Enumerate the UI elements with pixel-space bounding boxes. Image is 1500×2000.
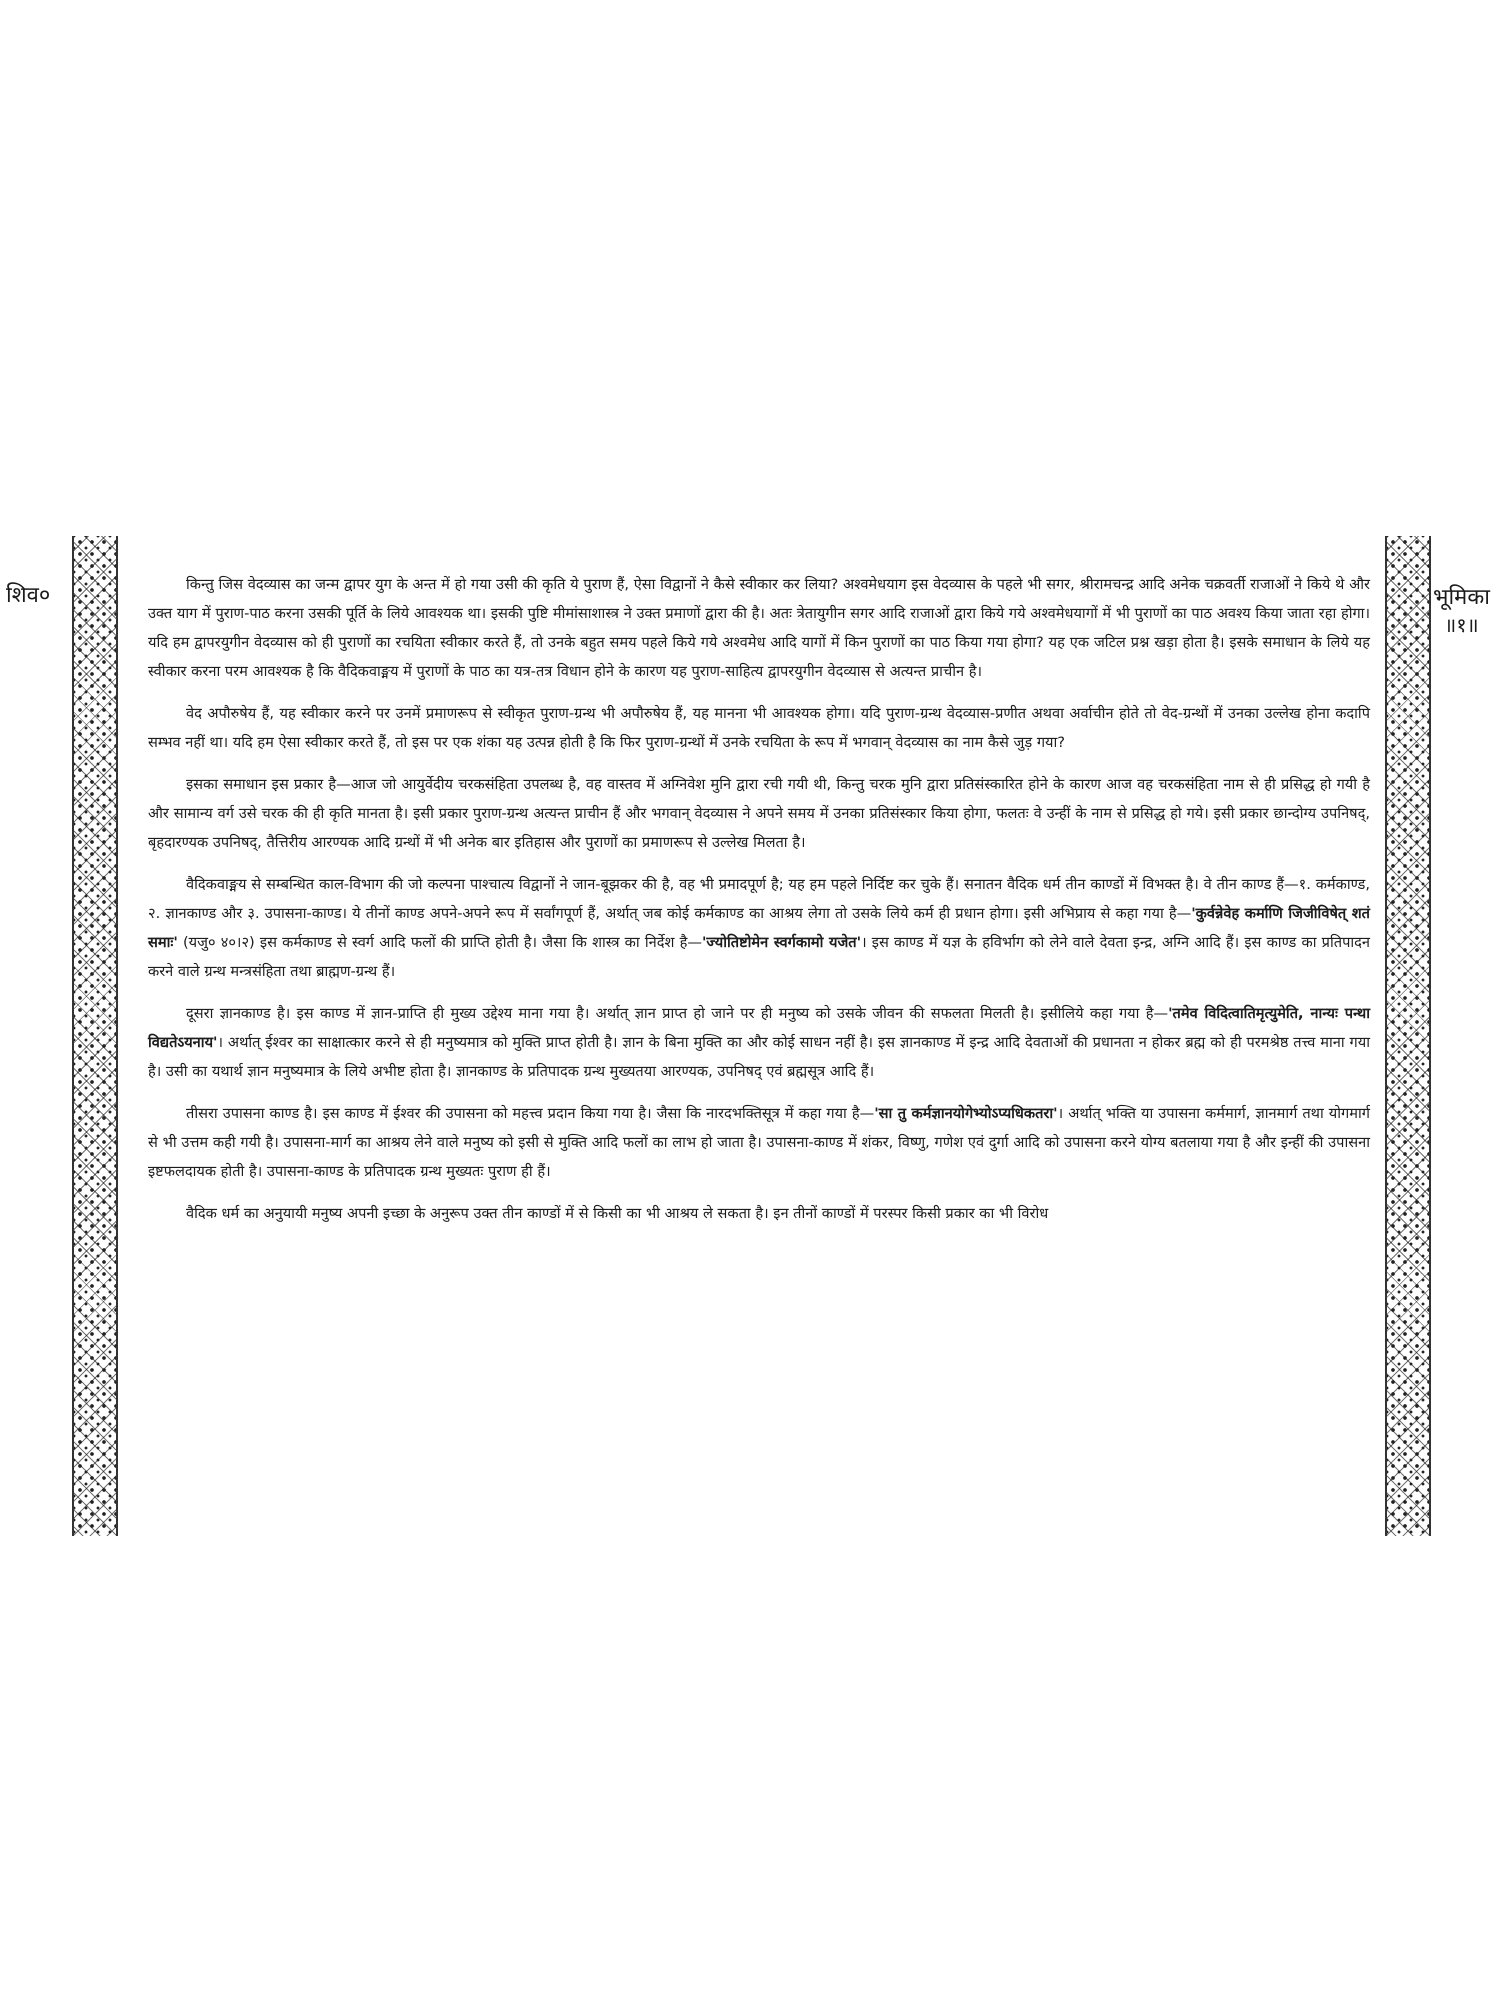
text-segment: इसका समाधान इस प्रकार है—आज जो आयुर्वेदीय चरकसंहिता उपलब्ध है, वह वास्तव में अग्निवेश मुनि द्वारा रची गयी थी, किन्तु चरक मुनि द्वारा प्रतिसंस्कारित होने के कारण आज वह चरकसंहिता नाम से ही प्रसिद्ध हो गयी है और सामान्य वर्ग उसे चरक की ही कृति मानता है। इसी प्रकार पुराण-ग्रन्थ अत्यन्त प्राचीन हैं और भगवान् वेदव्यास ने अपने समय में उनका प्रतिसंस्कार किया होगा, फलतः वे उन्हीं के नाम से प्रसिद्ध हो गये। इसी प्रकार छान्दोग्य उपनिषद्, बृहदारण्यक उपनिषद्, तैत्तिरीय आरण्यक आदि ग्रन्थों में भी अनेक बार इतिहास और पुराणों का प्रमाणरूप से उल्लेख मिलता है। <box>148 776 1370 851</box>
quoted-verse: 'तमेव विदित्वातिमृत्युमेति, नान्यः पन्था विद्यतेऽयनाय' <box>148 1005 1371 1051</box>
quoted-verse: 'ज्योतिष्टोमेन स्वर्गकामो यजेत' <box>701 934 862 951</box>
text-segment: (यजु० ४०।२) इस कर्मकाण्ड से स्वर्ग आदि फलों की प्राप्ति होती है। जैसा कि शास्त्र का निर्देश है— <box>177 934 702 951</box>
text-segment: वैदिक धर्म का अनुयायी मनुष्य अपनी इच्छा के अनुरूप उक्त तीन काण्डों में से किसी का भी आश्रय ले सकता है। इन तीनों काण्डों में परस्पर किसी प्रकार का भी विरोध <box>186 1205 1049 1222</box>
left-decorative-border <box>72 536 118 1536</box>
running-head-left <box>6 583 50 609</box>
right-decorative-border <box>1385 536 1431 1536</box>
text-segment: । अर्थात् ईश्वर का साक्षात्कार करने से ही मनुष्यमात्र को मुक्ति प्राप्त होती है। ज्ञान के बिना मुक्ति का और कोई साधन नहीं है। इस ज्ञानकाण्ड में इन्द्र आदि देवताओं की प्रधानता न होकर ब्रह्म को ही परमश्रेष्ठ तत्त्व माना गया है। उसी का यथार्थ ज्ञान मनुष्यमात्र के लिये अभीष्ट होता है। ज्ञानकाण्ड के प्रतिपादक ग्रन्थ मुख्यतया आरण्यक, उपनिषद् एवं ब्रह्मसूत्र आदि हैं। <box>148 1034 1370 1080</box>
paragraph <box>148 999 1370 1086</box>
page-number: ॥१॥ <box>1444 613 1479 638</box>
section-title: भूमिका <box>1433 585 1490 610</box>
paragraph <box>148 1099 1370 1186</box>
quoted-verse: 'सा तु कर्मज्ञानयोगेभ्योऽप्यधिकतरा' <box>874 1105 1058 1122</box>
body-text <box>148 570 1370 1241</box>
paragraph <box>148 870 1370 986</box>
text-segment: वैदिकवाङ्मय से सम्बन्धित काल-विभाग की जो कल्पना पाश्चात्य विद्वानों ने जान-बूझकर की है, वह भी प्रमादपूर्ण है; यह हम पहले निर्दिष्ट कर चुके हैं। सनातन वैदिक धर्म तीन काण्डों में विभक्त है। वे तीन काण्ड हैं—१. कर्मकाण्ड, २. ज्ञानकाण्ड और ३. उपासना-काण्ड। ये तीनों काण्ड अपने-अपने रूप में सर्वांगपूर्ण हैं, अर्थात् जब कोई कर्मकाण्ड का आश्रय लेगा तो उसके लिये कर्म ही प्रधान होगा। इसी अभिप्राय से कहा गया है— <box>148 876 1370 922</box>
book-short-title: शिव० <box>6 583 51 608</box>
running-head-right <box>1433 585 1490 637</box>
text-segment: वेद अपौरुषेय हैं, यह स्वीकार करने पर उनमें प्रमाणरूप से स्वीकृत पुराण-ग्रन्थ भी अपौरुषेय हैं, यह मानना भी आवश्यक होगा। यदि पुराण-ग्रन्थ वेदव्यास-प्रणीत अथवा अर्वाचीन होते तो वेद-ग्रन्थों में उनका उल्लेख होना कदापि सम्भव नहीं था। यदि हम ऐसा स्वीकार करते हैं, तो इस पर एक शंका यह उत्पन्न होती है कि फिर पुराण-ग्रन्थों में उनके रचयिता के रूप में भगवान् वेदव्यास का नाम कैसे जुड़ गया? <box>148 705 1370 751</box>
paragraph <box>148 770 1370 857</box>
text-segment: दूसरा ज्ञानकाण्ड है। इस काण्ड में ज्ञान-प्राप्ति ही मुख्य उद्देश्य माना गया है। अर्थात् ज्ञान प्राप्त हो जाने पर ही मनुष्य को उसके जीवन की सफलता मिलती है। इसीलिये कहा गया है— <box>186 1005 1169 1022</box>
paragraph <box>148 1199 1370 1228</box>
text-segment: तीसरा उपासना काण्ड है। इस काण्ड में ईश्वर की उपासना को महत्त्व प्रदान किया गया है। जैसा कि नारदभक्तिसूत्र में कहा गया है— <box>186 1105 875 1122</box>
paragraph <box>148 570 1370 686</box>
quoted-verse: 'कुर्वन्नेवेह कर्माणि जिजीविषेत् शतं समाः' <box>148 905 1370 951</box>
paragraph <box>148 699 1370 757</box>
text-segment: । इस काण्ड में यज्ञ के हविर्भाग को लेने वाले देवता इन्द्र, अग्नि आदि हैं। इस काण्ड का प्रतिपादन करने वाले ग्रन्थ मन्त्रसंहिता तथा ब्राह्मण-ग्रन्थ हैं। <box>148 934 1371 980</box>
text-segment: । अर्थात् भक्ति या उपासना कर्ममार्ग, ज्ञानमार्ग तथा योगमार्ग से भी उत्तम कही गयी है। उपासना-मार्ग का आश्रय लेने वाले मनुष्य को इसी से मुक्ति आदि फलों का लाभ हो जाता है। उपासना-काण्ड में शंकर, विष्णु, गणेश एवं दुर्गा आदि को उपासना करने योग्य बतलाया गया है और इन्हीं की उपासना इष्टफलदायक होती है। उपासना-काण्ड के प्रतिपादक ग्रन्थ मुख्यतः पुराण ही हैं। <box>148 1105 1370 1180</box>
text-segment: किन्तु जिस वेदव्यास का जन्म द्वापर युग के अन्त में हो गया उसी की कृति ये पुराण हैं, ऐसा विद्वानों ने कैसे स्वीकार कर लिया? अश्वमेधयाग इस वेदव्यास के पहले भी सगर, श्रीरामचन्द्र आदि अनेक चक्रवर्ती राजाओं ने किये थे और उक्त याग में पुराण-पाठ करना उसकी पूर्ति के लिये आवश्यक था। इसकी पुष्टि मीमांसाशास्त्र ने उक्त प्रमाणों द्वारा की है। अतः त्रेतायुगीन सगर आदि राजाओं द्वारा किये गये अश्वमेधयागों में भी पुराणों का पाठ अवश्य किया जाता रहा होगा। यदि हम द्वापरयुगीन वेदव्यास को ही पुराणों का रचयिता स्वीकार करते हैं, तो उनके बहुत समय पहले किये गये अश्वमेध आदि यागों में किन पुराणों का पाठ किया गया होगा? यह एक जटिल प्रश्न खड़ा होता है। इसके समाधान के लिये यह स्वीकार करना परम आवश्यक है कि वैदिकवाङ्मय में पुराणों के पाठ का यत्र-तत्र विधान होने के कारण यह पुराण-साहित्य द्वापरयुगीन वेदव्यास से अत्यन्त प्राचीन है। <box>148 576 1370 680</box>
